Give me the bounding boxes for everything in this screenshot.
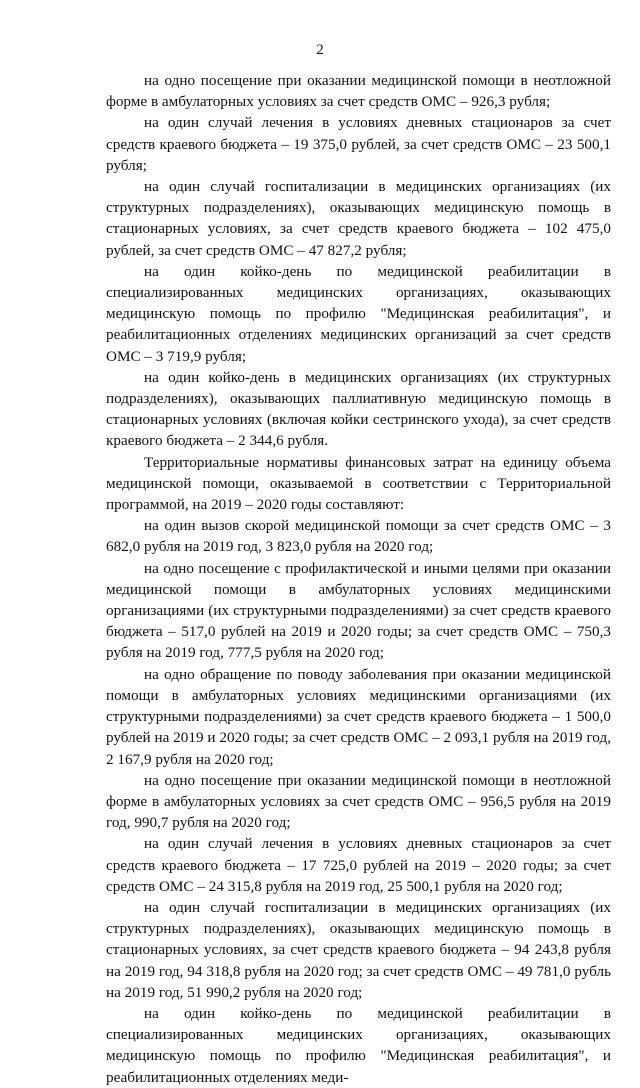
paragraph: на одно посещение с профилактической и иными целями при оказании медицинской помощи в амбулаторных условиях медицинскими организациями (их структурными подразделениями) за счет средств краевого бюджета – 517,0 рублей на 2019 и 2020 годы; за счет средств ОМС – 750,3 рубля на 2019 год, 777,5 рубля на 2020 год; [106,559,611,662]
page-number: 2 [316,42,324,58]
paragraph: на один койко-день по медицинской реабилитации в специализированных медицинских организациях, оказывающих медицинскую помощь по профилю "Медицинская реабилитация", и реабилитационных отделениях медицинских организаций за счет средств ОМС – 3 719,9 рубля; [106,262,611,365]
paragraph: на одно посещение при оказании медицинской помощи в неотложной форме в амбулаторных условиях за счет средств ОМС – 956,5 рубля на 2019 год, 990,7 рубля на 2020 год; [106,771,611,832]
paragraph: на одно обращение по поводу заболевания при оказании медицинской помощи в амбулаторных условиях медицинскими организациями (их структурными подразделениями) за счет средств краевого бюджета – 1 500,0 рублей на 2019 и 2020 годы; за счет средств ОМС – 2 093,1 рубля на 2019 год, 2 167,9 рубля на 2020 год; [106,665,611,768]
document-body [106,70,611,1088]
paragraph: на один койко-день в медицинских организациях (их структурных подразделениях), оказывающих паллиативную медицинскую помощь в стационарных условиях (включая койки сестринского ухода), за счет средств краевого бюджета – 2 344,6 рубля. [106,368,611,450]
paragraph: на один случай лечения в условиях дневных стационаров за счет средств краевого бюджета – 19 375,0 рублей, за счет средств ОМС – 23 500,1 рубля; [106,114,611,174]
paragraph: на один случай лечения в условиях дневных стационаров за счет средств краевого бюджета – 17 725,0 рублей на 2019 – 2020 годы; за счет средств ОМС – 24 315,8 рубля на 2019 год, 25 500,1 рубля на 2020 год; [106,835,611,895]
paragraph: на один случай госпитализации в медицинских организациях (их структурных подразделениях), оказывающих медицинскую помощь в стационарных условиях, за счет средств краевого бюджета – 94 243,8 рубля на 2019 год, 94 318,8 рубля на 2020 год; за счет средств ОМС – 49 781,0 рубль на 2019 год, 51 990,2 рубля на 2020 год; [106,898,611,1001]
paragraph: на один случай госпитализации в медицинских организациях (их структурных подразделениях), оказывающих медицинскую помощь в стационарных условиях, за счет средств краевого бюджета – 102 475,0 рублей, за счет средств ОМС – 47 827,2 рубля; [106,178,611,259]
paragraph: на один вызов скорой медицинской помощи за счет средств ОМС – 3 682,0 рубля на 2019 год, 3 823,0 рубля на 2020 год; [106,517,611,556]
paragraph: на один койко-день по медицинской реабилитации в специализированных медицинских организациях, оказывающих медицинскую помощь по профилю "Медицинская реабилитация", и реабилитационных отделениях меди- [106,1004,611,1086]
paragraph: Территориальные нормативы финансовых затрат на единицу объема медицинской помощи, оказываемой в соответствии с Территориальной программой, на 2019 – 2020 годы составляют: [106,453,611,514]
paragraph: на одно посещение при оказании медицинской помощи в неотложной форме в амбулаторных условиях за счет средств ОМС – 926,3 рубля; [106,72,611,111]
